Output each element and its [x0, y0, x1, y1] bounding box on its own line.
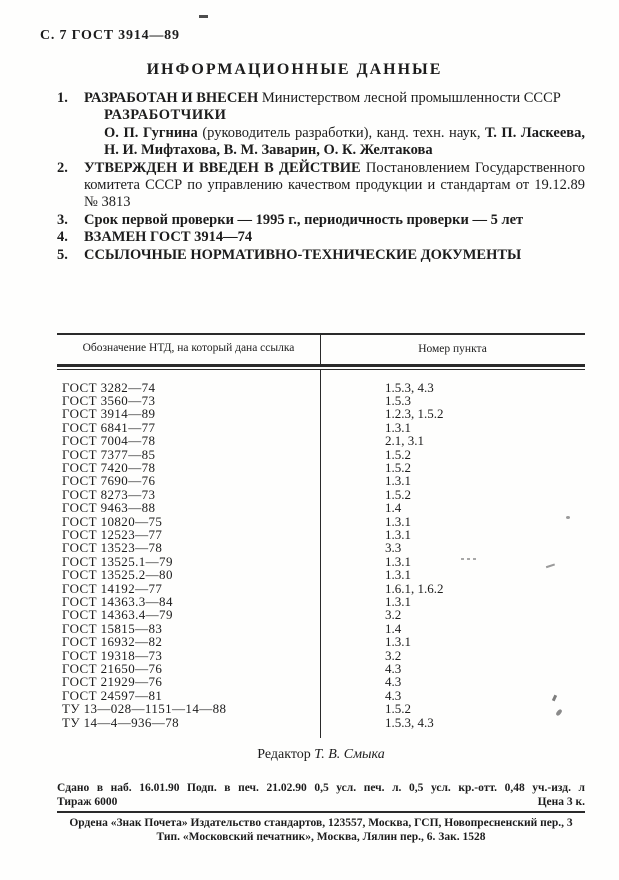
table-row — [57, 649, 585, 662]
info-item-1 — [57, 90, 585, 160]
column-header-ntd: Обозначение НТД, на который дана ссылка — [82, 342, 295, 354]
ntd-designation: ГОСТ 14363.3—84 — [62, 594, 173, 609]
item-number: 5. — [57, 246, 68, 263]
clause-number: 1.5.2 — [385, 459, 411, 475]
clause-number: 1.5.2 — [385, 446, 411, 462]
table-row — [57, 434, 585, 447]
table-row — [57, 702, 585, 715]
table-header — [57, 335, 585, 364]
editor-label: Редактор — [257, 747, 315, 762]
print-run: Тираж 6000 — [57, 795, 118, 808]
item-body: ССЫЛОЧНЫЕ НОРМАТИВНО-ТЕХНИЧЕСКИЕ ДОКУМЕНТЫ — [84, 246, 522, 263]
clause-number: 4.3 — [385, 661, 402, 677]
ntd-designation: ГОСТ 19318—73 — [62, 647, 163, 663]
table-row — [57, 488, 585, 501]
developer-name: О. П. Гугнина — [104, 124, 198, 141]
item-body — [84, 160, 585, 212]
table-row — [57, 541, 585, 554]
table-row — [57, 716, 585, 729]
table-row — [57, 515, 585, 528]
scan-artifact — [461, 558, 478, 560]
info-item-3 — [57, 212, 585, 229]
clause-number: 1.3.1 — [385, 419, 411, 435]
ntd-designation: ГОСТ 21929—76 — [62, 674, 163, 690]
table-row — [57, 461, 585, 474]
ntd-designation: ГОСТ 9463—88 — [62, 500, 156, 516]
colophon-second-line — [57, 796, 585, 810]
clause-number: 1.3.1 — [385, 513, 411, 529]
references-table — [57, 333, 585, 738]
item-tail: Постановлением Государственного комитета СССР по управлению качеством продукции и стандартам от 19.12.89 № 3813 — [84, 159, 585, 211]
clause-number: 3.2 — [385, 647, 402, 663]
ntd-designation: ГОСТ 3282—74 — [62, 379, 156, 395]
printer-line: Тип. «Московский печатник», Москва, Лялин пер., 6. Зак. 1528 — [156, 830, 486, 843]
table-row — [57, 407, 585, 420]
table-row — [57, 689, 585, 702]
clause-number: 3.2 — [385, 607, 402, 623]
price: Цена 3 к. — [537, 795, 585, 808]
developers-names — [104, 125, 585, 160]
imprint-divider — [57, 811, 585, 813]
ntd-designation: ГОСТ 7004—78 — [62, 433, 156, 449]
item-text — [84, 90, 585, 107]
table-row — [57, 501, 585, 514]
info-list — [57, 90, 585, 264]
ntd-designation: ГОСТ 14192—77 — [62, 580, 163, 596]
table-row — [57, 622, 585, 635]
developer-names: Т. П. Ласкеева, Н. И. Мифтахова, В. М. Заварин, О. К. Желтакова — [104, 124, 585, 159]
table-row — [57, 635, 585, 648]
clause-number: 1.3.1 — [385, 567, 411, 583]
table-row — [57, 595, 585, 608]
ntd-designation: ГОСТ 13525.2—80 — [62, 567, 173, 583]
item-number: 1. — [57, 90, 68, 106]
table-row — [57, 582, 585, 595]
ntd-designation: ГОСТ 13523—78 — [62, 540, 163, 556]
clause-number: 1.4 — [385, 620, 402, 636]
clause-number: 1.5.2 — [385, 486, 411, 502]
item-body: Срок первой проверки — 1995 г., периодичность проверки — 5 лет — [84, 211, 524, 228]
clause-number: 1.4 — [385, 500, 402, 516]
ntd-designation: ГОСТ 7377—85 — [62, 446, 156, 462]
clause-number: 1.3.1 — [385, 473, 411, 489]
item-body: ВЗАМЕН ГОСТ 3914—74 — [84, 229, 253, 246]
clause-number: 4.3 — [385, 674, 402, 690]
imprint — [57, 817, 585, 844]
table-row — [57, 381, 585, 394]
developer-note: (руководитель разработки), канд. техн. наук, — [197, 124, 486, 141]
colophon-print-data: Сдано в наб. 16.01.90 Подп. в печ. 21.02.90 0,5 усл. печ. л. 0,5 усл. кр.-отт. 0,48 уч.-изд. л — [57, 782, 585, 794]
clause-number: 1.5.2 — [385, 701, 411, 717]
table-row — [57, 608, 585, 621]
item-head: РАЗРАБОТАН И ВНЕСЕН — [84, 90, 259, 106]
ntd-designation: ГОСТ 13525.1—79 — [62, 553, 173, 569]
ntd-designation: ГОСТ 14363.4—79 — [62, 607, 173, 623]
info-item-4 — [57, 229, 585, 246]
item-tail: Министерством лесной промышленности СССР — [258, 90, 561, 106]
clause-number: 1.3.1 — [385, 526, 411, 542]
table-row — [57, 568, 585, 581]
publisher-line: Ордена «Знак Почета» Издательство стандартов, 123557, Москва, ГСП, Новопресненский пер., 3 — [69, 817, 573, 829]
ntd-designation: ГОСТ 8273—73 — [62, 486, 156, 502]
ntd-designation: ТУ 14—4—936—78 — [62, 714, 179, 730]
clause-number: 1.3.1 — [385, 634, 411, 650]
table-row — [57, 555, 585, 568]
item-number: 2. — [57, 159, 68, 176]
editor-name: Т. В. Смыка — [314, 747, 385, 762]
clause-number: 1.2.3, 1.5.2 — [385, 406, 444, 422]
ntd-designation: ГОСТ 7420—78 — [62, 459, 156, 475]
ntd-designation: ГОСТ 3560—73 — [62, 392, 156, 408]
table-row — [57, 421, 585, 434]
clause-number: 4.3 — [385, 687, 402, 703]
ntd-designation: ГОСТ 7690—76 — [62, 473, 156, 489]
clause-number: 3.3 — [385, 540, 402, 556]
editor-line — [57, 747, 585, 763]
ntd-designation: ГОСТ 21650—76 — [62, 661, 163, 677]
scan-artifact — [199, 15, 208, 18]
scan-artifact — [566, 516, 570, 519]
item-number: 4. — [57, 229, 68, 246]
table-row — [57, 474, 585, 487]
clause-number: 1.6.1, 1.6.2 — [385, 580, 444, 596]
clause-number: 1.3.1 — [385, 553, 411, 569]
ntd-designation: ТУ 13—028—1151—14—88 — [62, 701, 227, 717]
column-header-punkt: Номер пункта — [418, 342, 487, 355]
colophon — [57, 782, 585, 809]
ntd-designation: ГОСТ 6841—77 — [62, 419, 156, 435]
ntd-designation: ГОСТ 15815—83 — [62, 620, 163, 636]
clause-number: 1.5.3 — [385, 392, 411, 408]
info-item-5 — [57, 247, 585, 264]
clause-number: 2.1, 3.1 — [385, 433, 424, 449]
table-row — [57, 394, 585, 407]
clause-number: 1.3.1 — [385, 594, 411, 609]
info-item-2 — [57, 160, 585, 212]
table-row — [57, 675, 585, 688]
page-header: С. 7 ГОСТ 3914—89 — [40, 28, 180, 43]
item-body — [84, 90, 585, 160]
item-number: 3. — [57, 211, 68, 228]
developers-label: РАЗРАБОТЧИКИ — [104, 107, 227, 124]
ntd-designation: ГОСТ 12523—77 — [62, 526, 163, 542]
table-body — [57, 370, 585, 739]
ntd-designation: ГОСТ 10820—75 — [62, 513, 163, 529]
item-head: УТВЕРЖДЕН И ВВЕДЕН В ДЕЙСТВИЕ — [84, 159, 361, 176]
ntd-designation: ГОСТ 24597—81 — [62, 687, 163, 703]
page-title: ИНФОРМАЦИОННЫЕ ДАННЫЕ — [146, 61, 443, 78]
table-row — [57, 528, 585, 541]
table-row — [57, 448, 585, 461]
ntd-designation: ГОСТ 3914—89 — [62, 406, 156, 422]
ntd-designation: ГОСТ 16932—82 — [62, 634, 163, 650]
table-row — [57, 662, 585, 675]
clause-number: 1.5.3, 4.3 — [385, 379, 434, 395]
clause-number: 1.5.3, 4.3 — [385, 714, 434, 730]
